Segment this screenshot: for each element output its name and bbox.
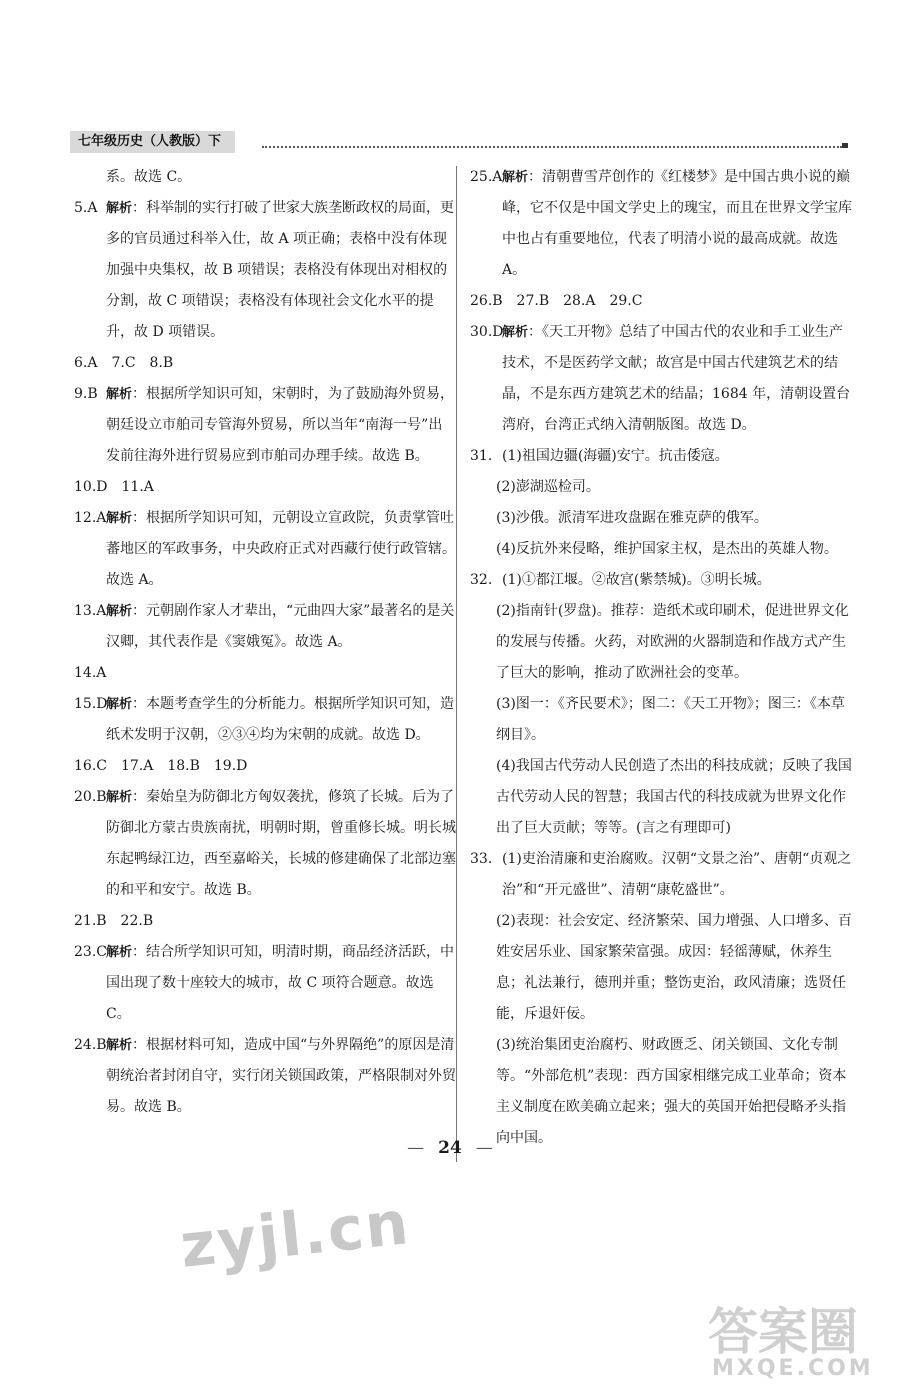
- watermark-zyjl: zyjl.cn: [176, 1188, 414, 1282]
- answer-32-part-2: (2)指南针(罗盘)。推荐：造纸术或印刷术，促进世界文化的发展与传播。火药，对欧洲的火器制造和作战方式产生了巨大的影响，推动了欧洲社会的变革。: [496, 603, 849, 681]
- answer-item-26-29: 26.B 27.B 28.A 29.C: [470, 293, 643, 309]
- answer-item-14: 14.A: [74, 665, 107, 681]
- watermark-mxqe: MXQE.COM: [712, 1356, 874, 1381]
- answer-item-10-11: 10.D 11.A: [74, 479, 154, 495]
- answer-32-part-3: (3)图一：《齐民要术》；图二：《天工开物》；图三：《本草纲目》。: [496, 696, 845, 743]
- answer-item-13: 13.A解析：元朝剧作家人才辈出，“元曲四大家”最著名的是关汉卿，其代表作是《窦娥冤》。故选 A。: [74, 603, 455, 650]
- answer-item-32: 32. (1)①都江堰。②故宫(紫禁城)。③明长城。: [470, 572, 771, 588]
- answer-item-33: 33. (1)吏治清廉和吏治腐败。汉朝“文景之治”、唐朝“贞观之治”和“开元盛世”、清朝“康乾盛世”。: [470, 851, 852, 898]
- answer-item-24: 24.B解析：根据材料可知，造成中国“与外界隔绝”的原因是清朝统治者封闭自守，实行闭关锁国政策，严格限制对外贸易。故选 B。: [74, 1037, 456, 1115]
- running-header-title: 七年级历史（人教版）下: [70, 131, 235, 153]
- left-column: [74, 162, 456, 1123]
- column-divider: [456, 166, 457, 1162]
- answer-item-30: 30.D解析：《天工开物》总结了中国古代的农业和手工业生产技术，不是医药学文献；故宫是中国古代建筑艺术的结晶，不是东西方建筑艺术的结晶；1684 年，清朝设置台湾府，台湾正式纳入清朝版图。故选 D。: [470, 324, 851, 433]
- answer-item-12: 12.A解析：根据所学知识可知，元朝设立宣政院，负责掌管吐蕃地区的军政事务，中央政府正式对西藏行使行政管辖。故选 A。: [74, 510, 456, 588]
- answer-33-part-2: (2)表现：社会安定、经济繁荣、国力增强、人口增多、百姓安居乐业、国家繁荣富强。成因：轻徭薄赋，休养生息；礼法兼行，德刑并重；整饬吏治，政风清廉；选贤任能，斥退奸佞。: [496, 913, 852, 1022]
- answer-item-16-19: 16.C 17.A 18.B 19.D: [74, 758, 248, 774]
- answer-item-15: 15.D解析：本题考查学生的分析能力。根据所学知识可知，造纸术发明于汉朝，②③④均为宋朝的成就。故选 D。: [74, 696, 455, 743]
- answer-item-9: 9.B 解析：根据所学知识可知，宋朝时，为了鼓励海外贸易，朝廷设立市舶司专管海外贸易，所以当年“南海一号”出发前往海外进行贸易应到市舶司办理手续。故选 B。: [74, 386, 455, 464]
- answer-32-part-4: (4)我国古代劳动人民创造了杰出的科技成就；反映了我国古代劳动人民的智慧；我国古代的科技成就为世界文化作出了巨大贡献；等等。(言之有理即可): [496, 758, 852, 836]
- answer-continuation: 系。故选 C。: [106, 169, 192, 185]
- answer-item-21-22: 21.B 22.B: [74, 913, 154, 929]
- answer-item-23: 23.C解析：结合所学知识可知，明清时期，商品经济活跃，中国出现了数十座较大的城市，故 C 项符合题意。故选 C。: [74, 944, 455, 1022]
- header-end-mark: [842, 143, 848, 148]
- watermark-daan: 答案圈: [708, 1303, 858, 1361]
- answer-31-part-4: (4)反抗外来侵略，维护国家主权，是杰出的英雄人物。: [496, 541, 838, 557]
- header-dotted-rule: [262, 146, 842, 148]
- answer-item-6-8: 6.A 7.C 8.B: [74, 355, 174, 371]
- answer-31-part-3: (3)沙俄。派清军进攻盘踞在雅克萨的俄军。: [496, 510, 768, 526]
- answer-item-5: 5.A 解析：科举制的实行打破了世家大族垄断政权的局面，更多的官员通过科举入仕，故 A 项正确；表格中没有体现加强中央集权，故 B 项错误；表格没有体现出对相权的分割，故 C 项错误；表格没有体现社会文化水平的提升，故 D 项错误。: [74, 200, 455, 340]
- answer-item-31: 31. (1)祖国边疆(海疆)安宁。抗击倭寇。: [470, 448, 729, 464]
- answer-31-part-2: (2)澎湖巡检司。: [496, 479, 600, 495]
- right-column: [470, 162, 852, 1154]
- answer-33-part-3: (3)统治集团吏治腐朽、财政匮乏、闭关锁国、文化专制等。“外部危机”表现：西方国家相继完成工业革命；资本主义制度在欧美确立起来；强大的英国开始把侵略矛头指向中国。: [496, 1037, 847, 1146]
- answer-item-25: 25.A解析：清朝曹雪芹创作的《红楼梦》是中国古典小说的巅峰，它不仅是中国文学史上的瑰宝，而且在世界文学宝库中也占有重要地位，代表了明清小说的最高成就。故选 A。: [470, 169, 852, 278]
- page-number: — 24 —: [407, 1138, 493, 1158]
- answer-item-20: 20.B解析：秦始皇为防御北方匈奴袭扰，修筑了长城。后为了防御北方蒙古贵族南扰，明朝时期，曾重修长城。明长城东起鸭绿江边，西至嘉峪关，长城的修建确保了北部边塞的和平和安宁。故选 B。: [74, 789, 456, 898]
